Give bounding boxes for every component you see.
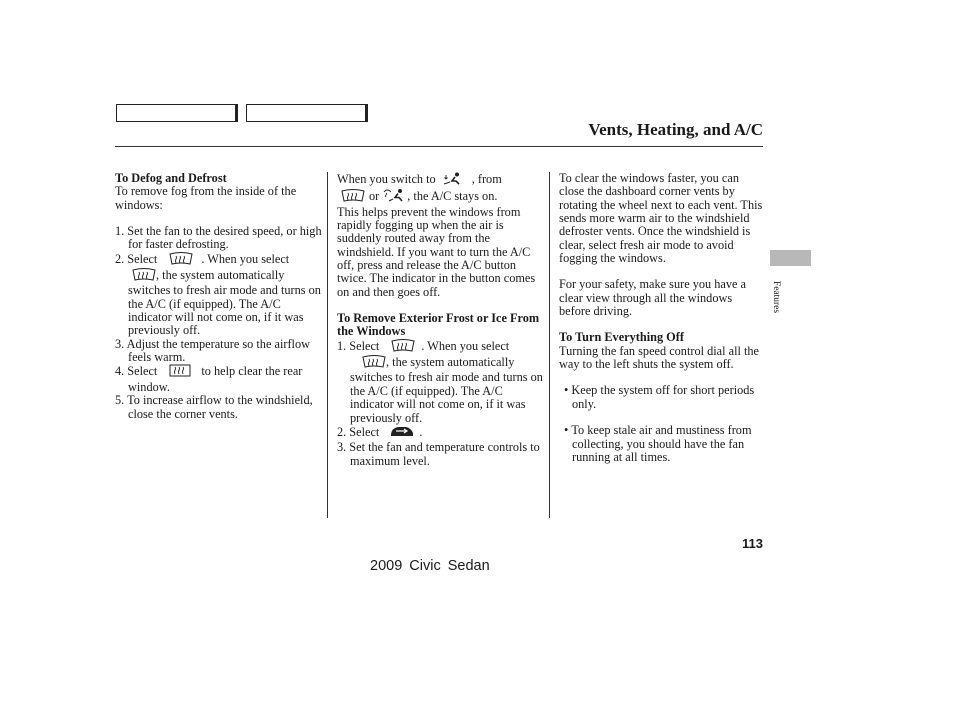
bullet-dot: •	[564, 423, 572, 438]
windshield-defrost-icon-5	[362, 355, 386, 371]
safety-paragraph: For your safety, make sure you have a clear view through all the windows before driving.	[559, 277, 747, 319]
frost-heading: To Remove Exterior Frost or Ice From the Windows	[337, 311, 540, 339]
floor-defrost-mode-icon	[383, 188, 407, 205]
frost-step-3: 3. Set the fan and temperature controls to maximum level.	[337, 440, 540, 468]
bullet-1-text: Keep the system off for short periods only.	[571, 383, 755, 411]
bullet-2-text: To keep stale air and mustiness from collecting, you should have the fan running at all times.	[571, 423, 752, 464]
column-3	[559, 172, 764, 464]
section-label-text: Features	[771, 280, 781, 314]
column-2	[337, 172, 545, 468]
defog-heading: To Defog and Defrost	[115, 171, 227, 185]
windshield-defrost-icon-3	[341, 189, 365, 205]
title-rule	[115, 146, 763, 147]
column-1	[115, 172, 323, 421]
section-side-label	[767, 272, 785, 322]
defog-step-4-a: 4. Select	[115, 364, 158, 379]
frost-step-2-a: 2. Select	[337, 424, 380, 439]
frost-step-1-a: 1. Select	[337, 338, 380, 353]
switch-paragraph-c: or	[369, 189, 380, 204]
switch-paragraph	[337, 172, 545, 299]
column-divider-2	[549, 172, 550, 518]
frost-step-2	[337, 425, 545, 441]
defog-step-5: 5. To increase airflow to the windshield, close the corner vents.	[115, 393, 313, 421]
defog-step-2-a: 2. Select	[115, 251, 158, 266]
switch-paragraph-e: This helps prevent the windows from rapidly fogging up when the air is suddenly routed away from the windshield. If you want to turn the A/C off, press and release the A/C button twice. The indicator in the button comes on and then goes off.	[337, 204, 536, 299]
defog-step-4	[115, 364, 323, 394]
page-title: Vents, Heating, and A/C	[588, 120, 763, 139]
frost-step-2-b: .	[419, 424, 423, 439]
rear-defrost-icon	[169, 364, 191, 380]
switch-paragraph-d: , the A/C stays on.	[407, 189, 498, 204]
footer-model: 2009 Civic Sedan	[370, 558, 490, 574]
bullet-item	[559, 384, 764, 411]
frost-step-1	[337, 339, 545, 425]
header-tab-box-1	[116, 104, 236, 122]
frost-step-1-b: . When you select	[421, 338, 510, 353]
page-number: 113	[742, 536, 763, 551]
bullet-dot: •	[564, 383, 572, 398]
switch-paragraph-b: , from	[471, 172, 502, 186]
clear-faster-paragraph: To clear the windows faster, you can close the dashboard corner vents by rotating the wheel next to each vent. This sends more warm air to the windshield defroster vents. Once the windshield is clear, select fresh air mode to avoid fogging the windows.	[559, 171, 763, 266]
section-side-tab	[770, 250, 811, 266]
floor-vent-mode-icon	[442, 172, 464, 188]
defog-step-2-c: , the system automatically switches to fresh air mode and turns on the A/C (if equipped). The A/C indicator will not come on, if it was previously off.	[128, 268, 321, 338]
defog-step-4-b: to help clear the rear window.	[128, 364, 303, 394]
defog-intro: To remove fog from the inside of the windows:	[115, 184, 297, 212]
defog-step-3: 3. Adjust the temperature so the airflow feels warm.	[115, 336, 310, 365]
turn-off-heading: To Turn Everything Off	[559, 330, 684, 345]
defog-step-2-b: . When you select	[201, 251, 290, 266]
frost-step-1-c: , the system automatically switches to fresh air mode and turns on the A/C (if equipped). The A/C indicator will not come on, if it was previously off.	[350, 355, 543, 425]
windshield-defrost-icon-4	[391, 339, 415, 355]
bullet-item	[559, 424, 764, 464]
turn-off-paragraph: Turning the fan speed control dial all the way to the left shuts the system off.	[559, 343, 760, 372]
fresh-air-mode-icon	[389, 425, 415, 441]
switch-paragraph-a: When you switch to	[337, 172, 436, 186]
windshield-defrost-icon	[169, 252, 193, 268]
defog-step-1: 1. Set the fan to the desired speed, or high for faster defrosting.	[115, 224, 322, 252]
defog-step-2	[115, 252, 323, 338]
column-divider-1	[327, 172, 328, 518]
header-tab-box-2	[246, 104, 366, 122]
windshield-defrost-icon-2	[132, 268, 156, 284]
